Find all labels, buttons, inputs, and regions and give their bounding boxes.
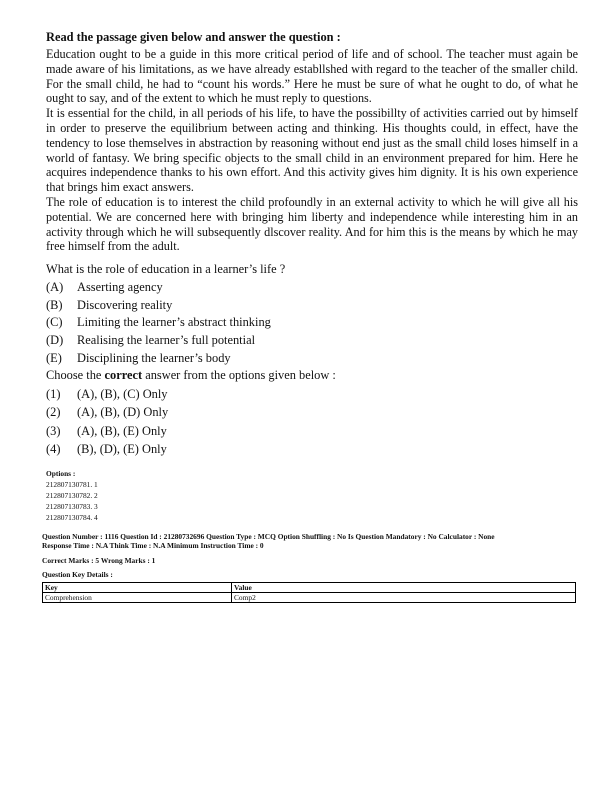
choice-item	[46, 279, 578, 297]
marks-line: Correct Marks : 5 Wrong Marks : 1	[42, 555, 156, 565]
answer-option-list	[46, 385, 578, 458]
passage	[46, 47, 578, 254]
option-id: 212807130783. 3	[46, 501, 98, 511]
choice-tag: (C)	[46, 315, 63, 330]
answer-option-text: (A), (B), (D) Only	[77, 405, 169, 420]
passage-paragraph: It is essential for the child, in all periods of his life, to have the possibillty of activities carried out by himself in order to preserve the equilibrium between acting and thinking. His thoughts could, in effect, have the tendency to lose themselves in abstraction by reasoning without end just as the small child loses himself in a world of fantasy. We bring specific objects to the small child in an environment prepared for him. Here he acquires independence thanks to his own effort. And this activity gives him dignity. It is his own experience that brings him exact answers.	[46, 106, 578, 195]
option-ids-block	[46, 468, 578, 523]
option-id: 212807130782. 2	[46, 490, 98, 500]
choice-text: Asserting agency	[77, 280, 163, 295]
choice-item	[46, 297, 578, 315]
key-details-label: Question Key Details :	[42, 570, 113, 580]
table-cell-value: Comp2	[232, 592, 576, 602]
question-metadata	[42, 532, 576, 603]
choice-tag: (B)	[46, 297, 63, 312]
answer-option-number: (1)	[46, 387, 61, 402]
answer-option[interactable]	[46, 403, 578, 421]
passage-heading: Read the passage given below and answer the question :	[46, 30, 341, 44]
choice-text: Discovering reality	[77, 297, 173, 312]
question-info-line: Question Number : 1116 Question Id : 21280732696 Question Type : MCQ Option Shuffling : No Is Question Mandatory : No Calculator : None	[42, 532, 495, 541]
option-ids-label: Options :	[46, 468, 76, 478]
choice-item	[46, 332, 578, 350]
answer-option[interactable]	[46, 440, 578, 458]
table-cell-key: Comprehension	[43, 592, 232, 602]
choice-text: Disciplining the learner’s body	[77, 350, 231, 365]
answer-option-text: (A), (B), (C) Only	[77, 387, 168, 402]
question-text: What is the role of education in a learner’s life ?	[46, 262, 286, 277]
choice-tag: (A)	[46, 280, 64, 295]
choice-text: Realising the learner’s full potential	[77, 332, 256, 347]
answer-option-text: (A), (B), (E) Only	[77, 423, 167, 438]
answer-option-text: (B), (D), (E) Only	[77, 441, 167, 456]
question-page	[46, 30, 578, 523]
table-header-value: Value	[232, 582, 576, 592]
key-details-table	[42, 582, 576, 603]
answer-option-number: (2)	[46, 405, 61, 420]
answer-option-number: (4)	[46, 441, 61, 456]
emphasis-word: correct	[104, 368, 143, 383]
answer-instruction: Choose the correct answer from the options given below :	[46, 368, 336, 383]
choice-item	[46, 314, 578, 332]
answer-option[interactable]	[46, 385, 578, 403]
answer-option-number: (3)	[46, 423, 61, 438]
answer-option[interactable]	[46, 422, 578, 440]
table-row	[43, 592, 576, 602]
passage-paragraph: Education ought to be a guide in this more critical period of life and of school. The teacher must again be made aware of his limitations, as we have already establlshed with regard to the teacher of the smaller child. For the small child, he had to “count his words.” Here he must be sure of what he ought to do, of what he ought to say, and of the extent to which he must reply to questions.	[46, 47, 578, 106]
choice-item	[46, 350, 578, 368]
response-time-line: Response Time : N.A Think Time : N.A Minimum Instruction Time : 0	[42, 541, 264, 551]
passage-paragraph: The role of education is to interest the child profoundly in an external activity to which he will give all his potential. We are concerned here with bringing him liberty and independence while interesting him in an activity through which he will subsequently dlscover reality. And for him this is the means by which he may free himself from the adult.	[46, 194, 578, 254]
option-id: 212807130784. 4	[46, 512, 98, 522]
choice-tag: (D)	[46, 332, 64, 347]
option-id: 212807130781. 1	[46, 479, 98, 489]
table-header-row	[43, 582, 576, 592]
choice-text: Limiting the learner’s abstract thinking	[77, 315, 271, 330]
choice-tag: (E)	[46, 350, 62, 365]
choice-list	[46, 279, 578, 367]
table-header-key: Key	[43, 582, 232, 592]
